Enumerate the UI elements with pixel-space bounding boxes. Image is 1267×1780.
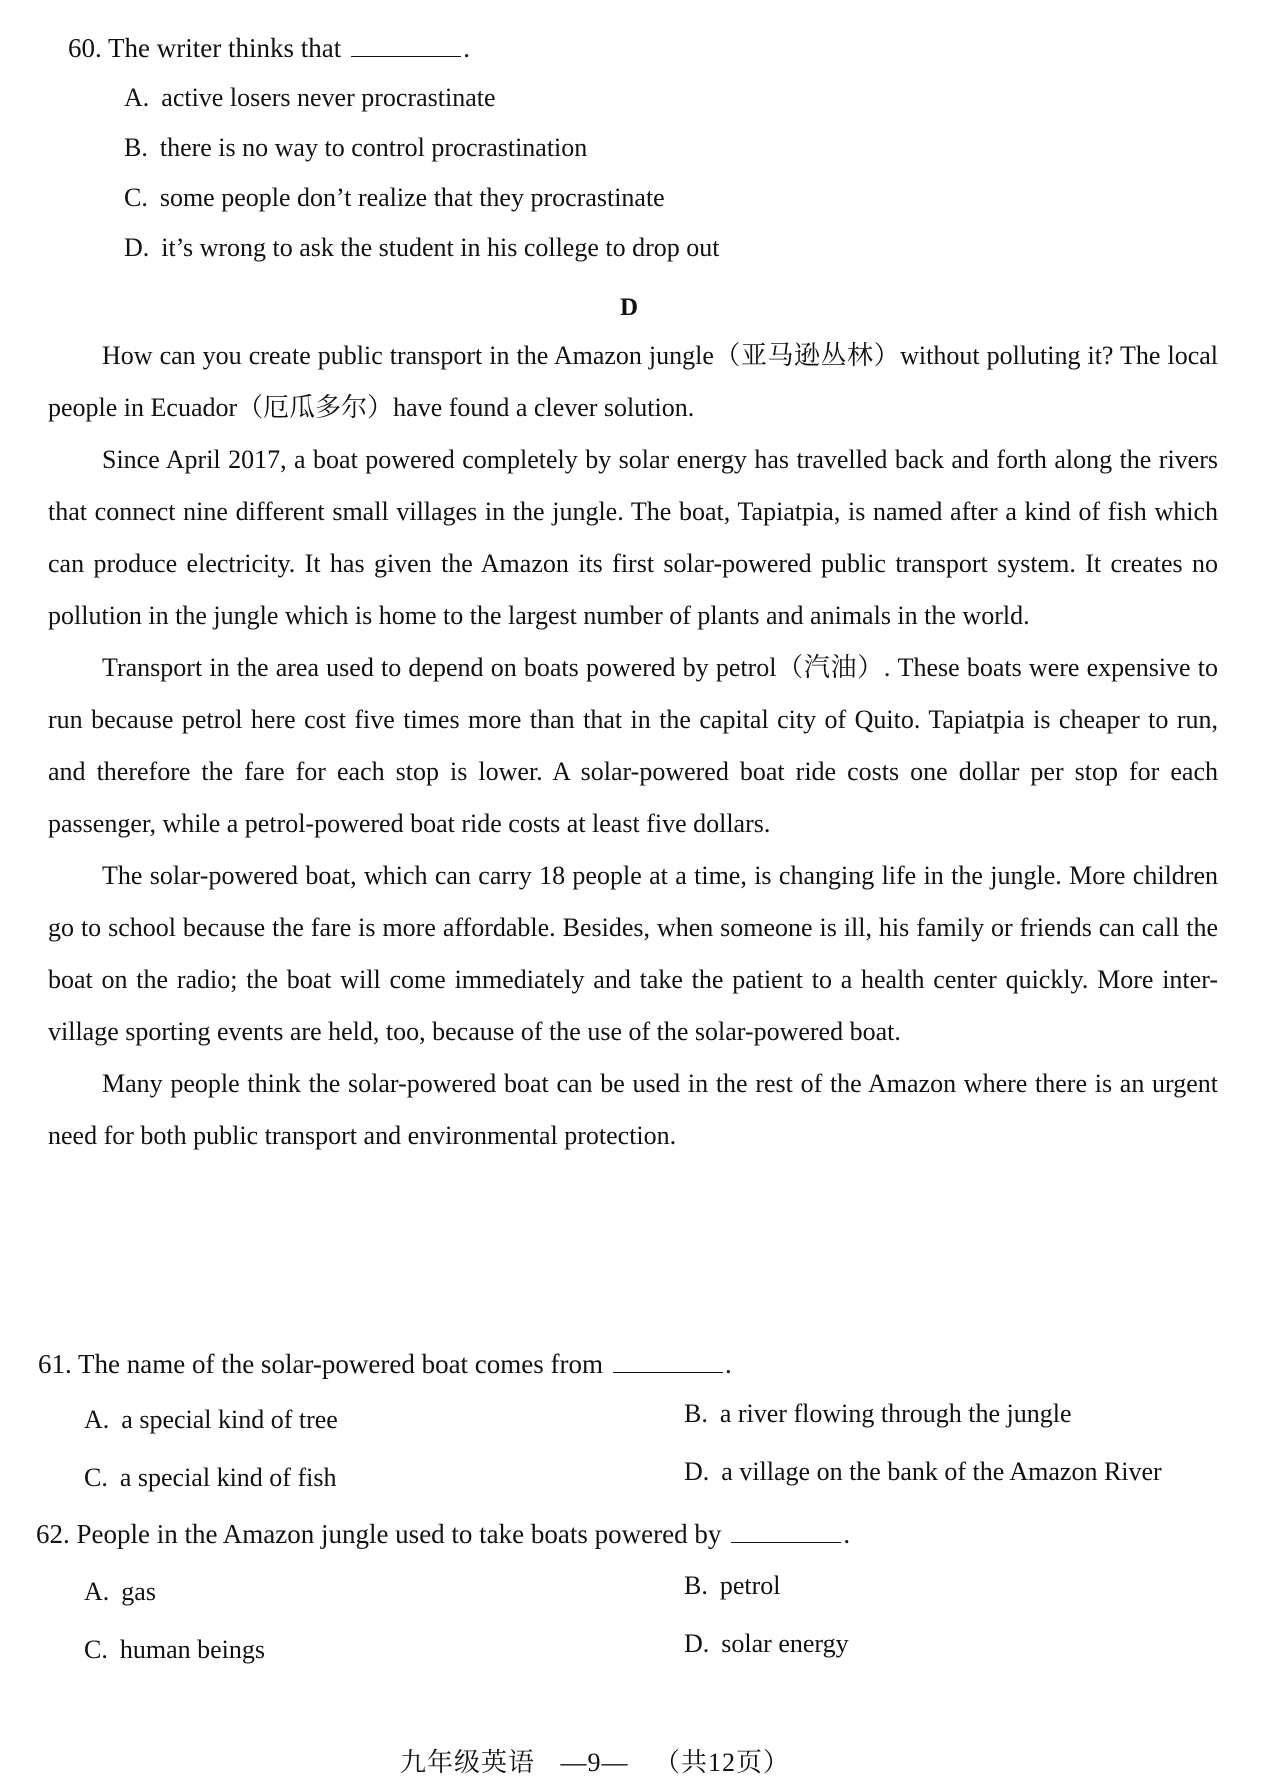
- question-60-option-b: [124, 132, 587, 163]
- passage-paragraph-5: Many people think the solar-powered boat can be used in the rest of the Amazon where there is an urgent need for both public transport and environmental protection.: [48, 1069, 1218, 1150]
- option-letter: C.: [84, 1635, 108, 1664]
- option-text: gas: [121, 1577, 156, 1606]
- option-text: a village on the bank of the Amazon River: [721, 1457, 1162, 1486]
- option-text: it’s wrong to ask the student in his college to drop out: [161, 233, 720, 262]
- question-61-option-c: [84, 1462, 336, 1493]
- section-heading: D: [620, 294, 639, 321]
- answer-blank: [351, 34, 461, 57]
- option-text: human beings: [119, 1635, 265, 1664]
- option-letter: B.: [684, 1571, 708, 1600]
- option-letter: A.: [84, 1405, 110, 1434]
- option-text: a special kind of tree: [121, 1405, 338, 1434]
- question-61-option-d: [684, 1456, 1162, 1487]
- passage-paragraph-1: How can you create public transport in the Amazon jungle（亚马逊丛林）without polluting it? The local people in Ecuador（厄瓜多尔）have found a clever solution.: [48, 341, 1218, 422]
- option-text: a river flowing through the jungle: [719, 1399, 1072, 1428]
- question-62-option-a: [84, 1576, 156, 1607]
- question-60-option-a: [124, 82, 496, 113]
- option-text: petrol: [719, 1571, 781, 1600]
- option-letter: B.: [124, 133, 148, 162]
- option-text: some people don’t realize that they procrastinate: [159, 183, 665, 212]
- question-62-option-c: [84, 1634, 265, 1665]
- option-letter: C.: [124, 183, 148, 212]
- option-text: a special kind of fish: [119, 1463, 337, 1492]
- option-letter: D.: [684, 1457, 710, 1486]
- question-62-option-b: [684, 1570, 781, 1601]
- question-60-option-d: [124, 232, 720, 263]
- question-62-option-d: [684, 1628, 849, 1659]
- footer-total-pages: （共12页）: [654, 1748, 791, 1777]
- question-61-option-b: [684, 1398, 1071, 1429]
- question-60-option-c: [124, 182, 665, 213]
- question-61-text: 61. The name of the solar-powered boat comes from: [38, 1349, 604, 1379]
- question-60-end: .: [463, 33, 470, 63]
- question-61-stem: [38, 1348, 732, 1380]
- question-60-stem: [68, 32, 470, 64]
- question-62-stem: [36, 1518, 850, 1550]
- footer-subject: 九年级英语: [400, 1748, 536, 1777]
- option-text: active losers never procrastinate: [161, 83, 496, 112]
- passage-paragraph-2: Since April 2017, a boat powered completely by solar energy has travelled back and forth along the rivers that connect nine different small villages in the jungle. The boat, Tapiatpia, is named after a kind of fish which can produce electricity. It has given the Amazon its first solar-powered public transport system. It creates no pollution in the jungle which is home to the largest number of plants and animals in the world.: [48, 445, 1218, 630]
- question-61-end: .: [725, 1349, 732, 1379]
- option-letter: B.: [684, 1399, 708, 1428]
- question-60-text: 60. The writer thinks that: [68, 33, 342, 63]
- answer-blank: [731, 1520, 841, 1543]
- answer-blank: [613, 1350, 723, 1373]
- option-letter: D.: [684, 1629, 710, 1658]
- footer-page-number: —9—: [560, 1748, 629, 1777]
- reading-passage: [48, 330, 1218, 1162]
- option-letter: A.: [124, 83, 150, 112]
- option-letter: C.: [84, 1463, 108, 1492]
- passage-paragraph-3: Transport in the area used to depend on boats powered by petrol（汽油）. These boats were expensive to run because petrol here cost five times more than that in the capital city of Quito. Tapiatpia is cheaper to run, and therefore the fare for each stop is lower. A solar-powered boat ride costs one dollar per stop for each passenger, while a petrol-powered boat ride costs at least five dollars.: [48, 653, 1218, 838]
- option-letter: D.: [124, 233, 150, 262]
- question-62-end: .: [843, 1519, 851, 1549]
- question-62-text: 62. People in the Amazon jungle used to take boats powered by: [36, 1519, 722, 1549]
- passage-paragraph-4: The solar-powered boat, which can carry 18 people at a time, is changing life in the jungle. More children go to school because the fare is more affordable. Besides, when someone is ill, his family or friends can call the boat on the radio; the boat will come immediately and take the patient to a health center quickly. More inter-village sporting events are held, too, because of the use of the solar-powered boat.: [48, 861, 1218, 1046]
- page-footer: [400, 1742, 808, 1779]
- option-text: there is no way to control procrastination: [159, 133, 588, 162]
- option-letter: A.: [84, 1577, 110, 1606]
- question-61-option-a: [84, 1404, 338, 1435]
- option-text: solar energy: [721, 1629, 849, 1658]
